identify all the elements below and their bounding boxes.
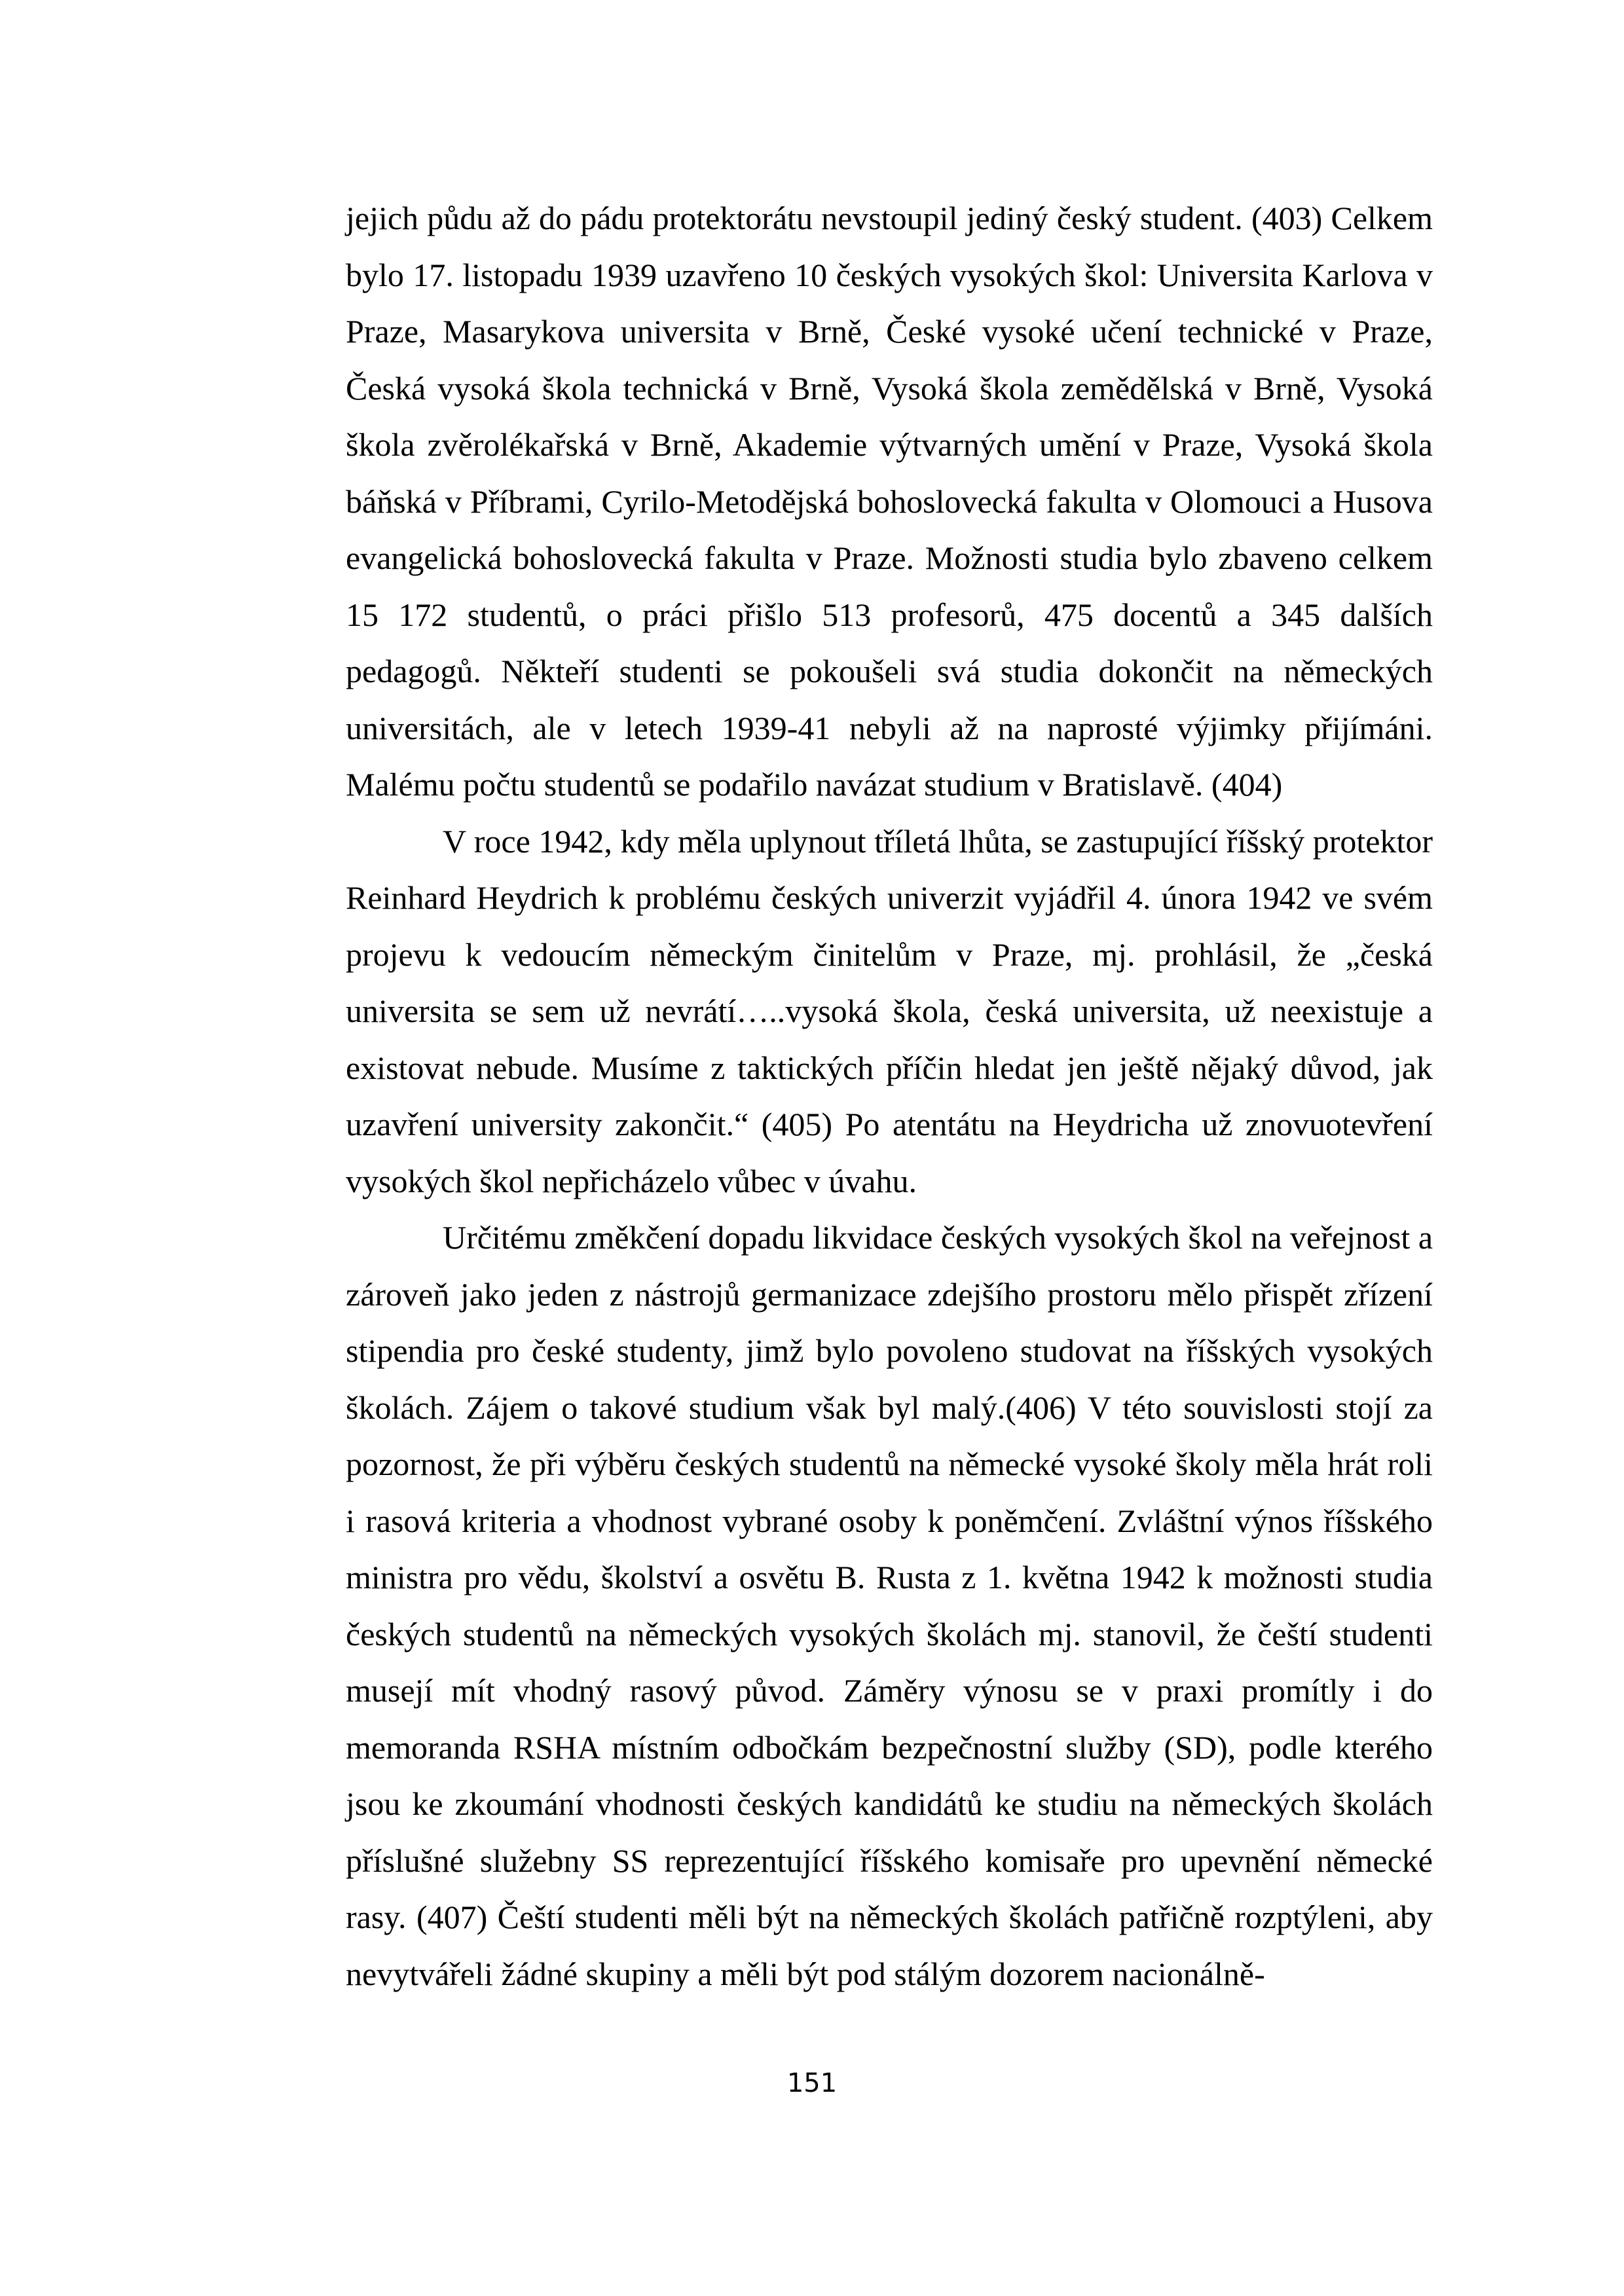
- paragraph-1: jejich půdu až do pádu protektorátu nevstoupil jediný český student. (403) Celkem bylo 17. listopadu 1939 uzavřeno 10 českých vysokých škol: Universita Karlova v Praze, Masarykova universita v Brně, České vysoké učení technické v Praze, Česká vysoká škola technická v Brně, Vysoká škola zemědělská v Brně, Vysoká škola zvěrolékařská v Brně, Akademie výtvarných umění v Praze, Vysoká škola báňská v Příbrami, Cyrilo-Metodějská bohoslovecká fakulta v Olomouci a Husova evangelická bohoslovecká fakulta v Praze. Možnosti studia bylo zbaveno celkem 15 172 studentů, o práci přišlo 513 profesorů, 475 docentů a 345 dalších pedagogů. Někteří studenti se pokoušeli svá studia dokončit na německých universitách, ale v letech 1939-41 nebyli až na naprosté výjimky přijímáni. Malému počtu studentů se podařilo navázat studium v Bratislavě. (404): [346, 200, 1433, 803]
- paragraph-2: V roce 1942, kdy měla uplynout tříletá lhůta, se zastupující říšský protektor Reinhard Heydrich k problému českých univerzit vyjádřil 4. února 1942 ve svém projevu k vedoucím německým činitelům v Praze, mj. prohlásil, že „česká universita se sem už nevrátí…..vysoká škola, česká universita, už neexistuje a existovat nebude. Musíme z taktických příčin hledat jen ještě nějaký důvod, jak uzavření university zakončit.“ (405) Po atentátu na Heydricha už znovuotevření vysokých škol nepřicházelo vůbec v úvahu.: [346, 822, 1433, 1199]
- body-text: [346, 190, 1433, 2002]
- paragraph-3: Určitému změkčení dopadu likvidace českých vysokých škol na veřejnost a zároveň jako jeden z nástrojů germanizace zdejšího prostoru mělo přispět zřízení stipendia pro české studenty, jimž bylo povoleno studovat na říšských vysokých školách. Zájem o takové studium však byl malý.(406) V této souvislosti stojí za pozornost, že při výběru českých studentů na německé vysoké školy měla hrát roli i rasová kriteria a vhodnost vybrané osoby k poněmčení. Zvláštní výnos říšského ministra pro vědu, školství a osvětu B. Rusta z 1. května 1942 k možnosti studia českých studentů na německých vysokých školách mj. stanovil, že čeští studenti musejí mít vhodný rasový původ. Záměry výnosu se v praxi promítly i do memoranda RSHA místním odbočkám bezpečnostní služby (SD), podle kterého jsou ke zkoumání vhodnosti českých kandidátů ke studiu na německých školách příslušné služebny SS reprezentující říšského komisaře pro upevnění německé rasy. (407) Čeští studenti měli být na německých školách patřičně rozptýleni, aby nevytvářeli žádné skupiny a měli být pod stálým dozorem nacionálně-: [346, 1219, 1433, 1992]
- page-number: 151: [786, 2068, 838, 2098]
